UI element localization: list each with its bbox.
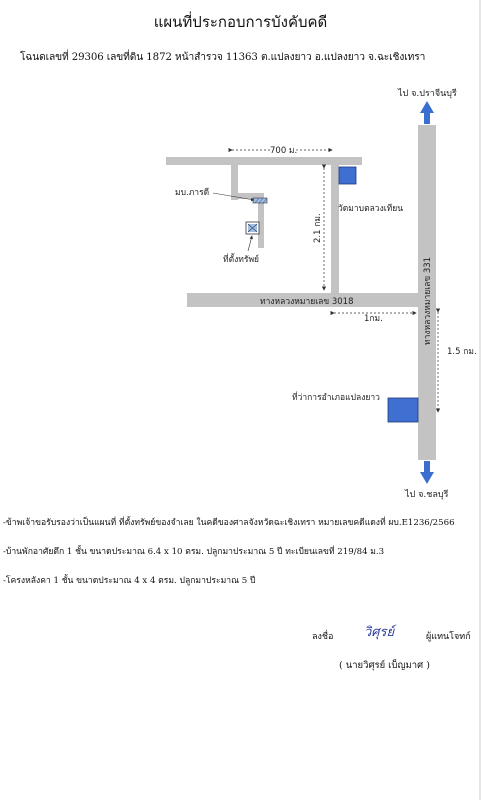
signature-role: ผู้แทนโจทก์ [426,632,471,642]
note-certification: -ข้าพเจ้าขอรับรองว่าเป็นแผนที่ ที่ตั้งทรัพย์ของจำเลย ในคดีของศาลจังหวัดฉะเชิงเทรา หมายเลขคดีแดงที่ ผบ.E1236/2566 [3,518,455,528]
distance-1-5km-label: 1.5 กม. [447,347,477,357]
district-office-building [388,398,418,422]
highway-3018-label: ทางหลวงหมายเลข 3018 [260,297,354,307]
property-marker-icon [246,222,259,234]
north-arrow-icon [420,101,434,124]
district-office-label: ที่ว่าการอำเภอแปลงยาว [292,393,380,403]
document-title: แผนที่ประกอบการบังคับคดี [153,13,328,31]
distance-700m-label: 700 ม. [270,146,298,156]
distance-1km-label: 1กม. [364,314,383,324]
to-prachinburi-label: ไป จ.ปราจีนบุรี [398,89,457,99]
signer-name: ( นายวิศุรย์ เบ็ญมาศ ) [339,660,430,671]
village-marker-icon [253,198,267,203]
signature-label: ลงชื่อ [312,632,334,642]
deed-info: โฉนดเลขที่ 29306 เลขที่ดิน 1872 หน้าสำรวจ 11363 ต.แปลงยาว อ.แปลงยาว จ.ฉะเชิงเทรา [20,52,426,63]
temple-road [331,160,339,293]
south-arrow-icon [420,461,434,484]
to-chonburi-label: ไป จ.ชลบุรี [405,490,449,500]
distance-2-1km-label: 2.1 กม. [313,213,323,243]
property-label: ที่ตั้งทรัพย์ [223,255,260,265]
temple-building [339,167,356,184]
note-roof: -โครงหลังคา 1 ชั้น ขนาดประมาณ 4 x 4 ตรม. ปลูกมาประมาณ 5 ปี [3,576,256,586]
highway-331-label: ทางหลวงหมายเลข 331 [423,256,433,345]
temple-label: วัดมาบตลวงเทียน [338,204,404,214]
note-house: -บ้านพักอาศัยตึก 1 ชั้น ขนาดประมาณ 6.4 x 10 ตรม. ปลูกมาประมาณ 5 ปี ทะเบียนเลขที่ 219/84 ม.3 [3,547,385,557]
village-label: มบ.ภารดี [175,188,210,198]
signature-mark: วิศุรย์ [364,625,395,640]
property-leader-line [248,236,252,251]
